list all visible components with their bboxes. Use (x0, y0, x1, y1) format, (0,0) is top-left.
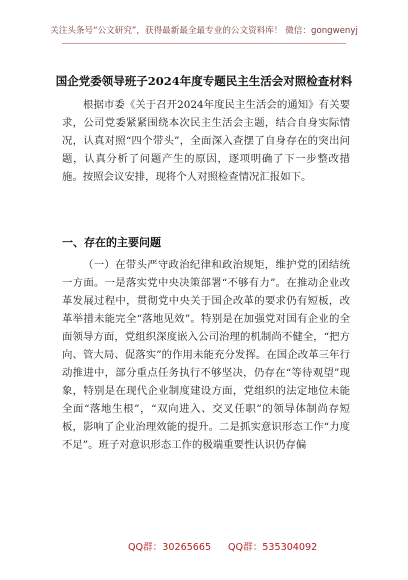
footer-qq-group-1: QQ群：30265665 (128, 542, 212, 553)
intro-paragraph: 根据市委《关于召开2024年度民主生活会的通知》有关要求，公司党委紧紧围绕本次民主生活会主题，结合自身实际情况，认真对照“四个带头”，全面深入查摆了自身存在的突出问题，认真分析了问题产生的原因，逐项明确了下一步整改措施。按照会议安排，现将个人对照检查情况汇报如下。 (62, 99, 350, 183)
document-title: 国企党委领导班子2024年度专题民主生活会对照检查材料 (55, 74, 353, 88)
section-heading: 一、存在的主要问题 (62, 236, 161, 249)
footer-qq-group-2: QQ群：535304092 (228, 542, 318, 553)
header-promo-note: 关注头条号“公文研究”，获得最新最全最专业的公文资料库！ 微信：gongwenyj (50, 26, 358, 36)
header-divider (62, 43, 346, 44)
body-paragraph: （一）在带头严守政治纪律和政治规矩，维护党的团结统一方面。一是落实党中央决策部署“不够有力”。在推动企业改革发展过程中，贯彻党中央关于国企改革的要求仍有短板，改革举措未能完全“落地见效”。特别是在加强党对国有企业的全面领导方面，党组织深度嵌入公司治理的机制尚不健全，“把方向、管大局、促落实”的作用未能充分发挥。在国企改革三年行动推进中，部分重点任务执行不够坚决，仍存在“等待观望”现象，特别是在现代企业制度建设方面，党组织的法定地位未能全面“落地生根”，“双向进入、交叉任职”的领导体制尚存短板，影响了企业治理效能的提升。二是抓实意识形态工作“力度不足”。班子对意识形态工作的极端重要性认识仍存偏 (62, 259, 350, 452)
